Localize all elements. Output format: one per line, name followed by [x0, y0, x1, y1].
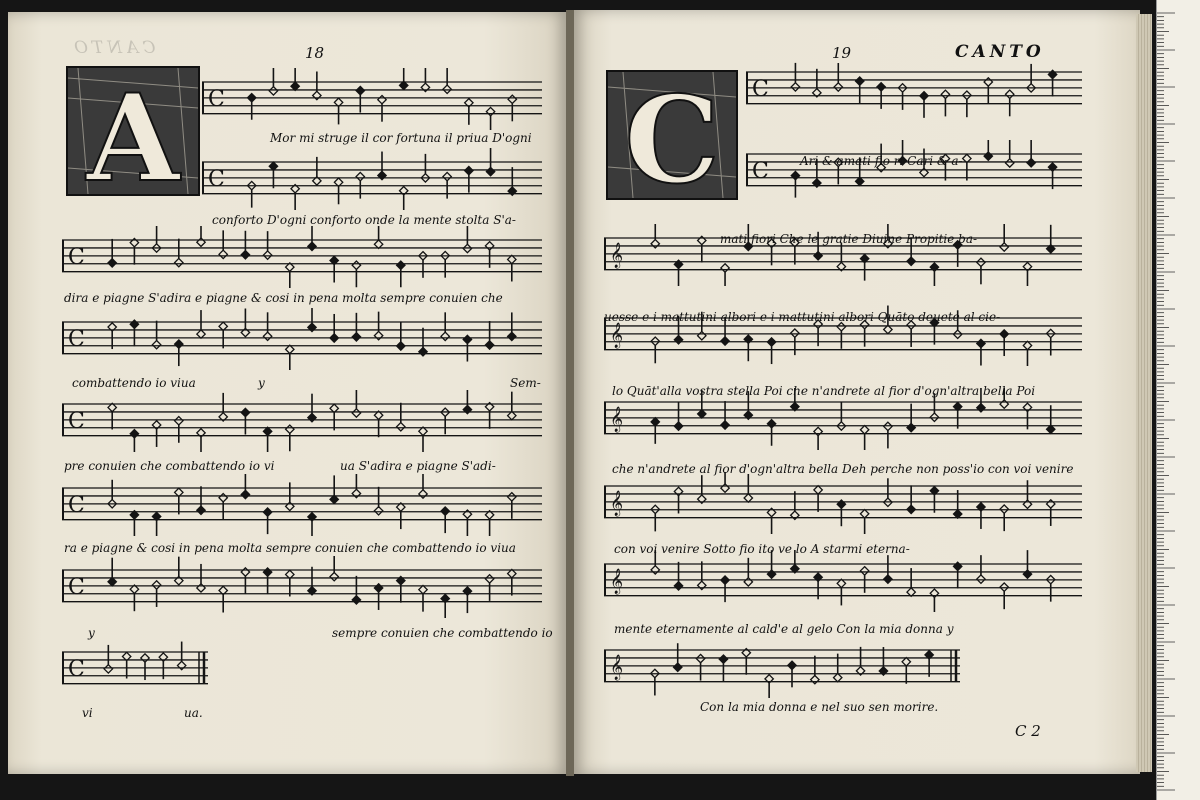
music-staff — [604, 472, 1082, 536]
note-head — [788, 661, 796, 669]
note-head — [152, 581, 160, 589]
note-head — [356, 86, 364, 94]
clef-icon: C — [68, 245, 85, 270]
note-head — [397, 342, 405, 350]
note-head — [330, 572, 338, 580]
decorated-initial-c — [606, 70, 738, 200]
note-head — [508, 255, 516, 263]
clef-icon: 𝄞 — [610, 655, 624, 680]
note-head — [108, 578, 116, 586]
clef-icon: C — [68, 327, 85, 352]
note-head — [674, 422, 682, 430]
note-head — [1006, 159, 1014, 167]
note-head — [508, 95, 516, 103]
note-head — [175, 340, 183, 348]
music-staff — [62, 308, 542, 372]
signature-mark: C 2 — [1015, 722, 1041, 740]
note-head — [721, 264, 729, 272]
clef-icon: C — [752, 159, 769, 184]
note-head — [744, 578, 752, 586]
note-head — [814, 427, 822, 435]
note-head — [175, 417, 183, 425]
note-head — [263, 332, 271, 340]
music-staff — [62, 474, 542, 538]
note-head — [941, 90, 949, 98]
note-head — [263, 508, 271, 516]
note-head — [286, 425, 294, 433]
note-head — [441, 507, 449, 515]
note-head — [920, 92, 928, 100]
note-head — [984, 78, 992, 86]
note-head — [374, 507, 382, 515]
lyric-line-right-5: che n'andrete al fior d'ogn'altra bella Deh perche non poss'io con voi venire — [612, 462, 1074, 476]
note-head — [977, 575, 985, 583]
note-head — [651, 418, 659, 426]
clef-icon: C — [68, 409, 85, 434]
note-head — [744, 494, 752, 502]
note-head — [907, 423, 915, 431]
note-head — [108, 259, 116, 267]
note-head — [352, 261, 360, 269]
note-head — [984, 152, 992, 160]
lyric-line-right-4: lo Quāt'alla vostra stella Poi che n'andrete al fior d'ogn'altra bella Poi — [612, 384, 1036, 398]
note-head — [374, 584, 382, 592]
music-staff — [202, 68, 542, 132]
note-head — [1023, 570, 1031, 578]
note-head — [463, 335, 471, 343]
note-head — [767, 570, 775, 578]
note-head — [674, 582, 682, 590]
note-head — [1000, 243, 1008, 251]
clef-icon: 𝄞 — [610, 407, 624, 432]
lyric-line-left-12: vi — [82, 706, 93, 720]
note-head — [130, 430, 138, 438]
note-head — [248, 94, 256, 102]
left-page-number: 18 — [305, 44, 325, 62]
note-head — [175, 258, 183, 266]
note-head — [374, 331, 382, 339]
note-head — [485, 341, 493, 349]
note-head — [834, 673, 842, 681]
lyric-line-left-8: ua S'adira e piagne S'adi- — [340, 459, 496, 473]
note-head — [219, 322, 227, 330]
music-staff — [62, 390, 542, 454]
note-head — [352, 333, 360, 341]
note-head — [721, 576, 729, 584]
lyric-line-left-5: y — [258, 376, 265, 390]
note-head — [465, 166, 473, 174]
clef-icon: 𝄞 — [610, 491, 624, 516]
note-head — [953, 510, 961, 518]
note-head — [719, 655, 727, 663]
music-staff — [746, 58, 1082, 122]
note-head — [767, 338, 775, 346]
lyric-line-right-7: mente eternamente al cald'e al gelo Con la mia donna y — [614, 622, 954, 636]
note-head — [791, 329, 799, 337]
note-head — [152, 340, 160, 348]
note-head — [907, 588, 915, 596]
note-head — [263, 427, 271, 435]
note-head — [884, 575, 892, 583]
note-head — [811, 675, 819, 683]
note-head — [374, 240, 382, 248]
lyric-line-right-2: mati fiori Che le gratie Diuine Propitie ba- — [720, 232, 978, 246]
note-head — [767, 420, 775, 428]
clef-icon: C — [68, 575, 85, 600]
note-head — [441, 332, 449, 340]
clef-icon: C — [208, 167, 225, 192]
note-head — [977, 404, 985, 412]
note-head — [443, 172, 451, 180]
note-head — [721, 484, 729, 492]
music-staff — [746, 140, 1082, 204]
note-head — [130, 320, 138, 328]
note-head — [419, 348, 427, 356]
note-head — [907, 257, 915, 265]
note-head — [1006, 90, 1014, 98]
note-head — [860, 567, 868, 575]
clef-icon: C — [68, 493, 85, 518]
note-head — [291, 82, 299, 90]
note-head — [1000, 400, 1008, 408]
music-staff — [604, 636, 960, 700]
clef-icon: 𝄞 — [610, 323, 624, 348]
note-head — [508, 493, 516, 501]
lyric-line-right-3: uesse e i mattutini albori e i mattutini albori Quāto deuete al cie- — [604, 310, 1001, 324]
note-head — [397, 423, 405, 431]
note-head — [269, 87, 277, 95]
note-head — [486, 167, 494, 175]
note-head — [241, 568, 249, 576]
note-head — [219, 494, 227, 502]
note-head — [651, 240, 659, 248]
note-head — [104, 665, 112, 673]
note-head — [814, 486, 822, 494]
note-head — [269, 162, 277, 170]
note-head — [1000, 330, 1008, 338]
note-head — [791, 83, 799, 91]
note-head — [877, 83, 885, 91]
note-head — [397, 261, 405, 269]
note-head — [907, 505, 915, 513]
music-staff — [62, 556, 542, 620]
clef-icon: C — [752, 77, 769, 102]
note-head — [698, 410, 706, 418]
note-head — [674, 336, 682, 344]
note-head — [856, 177, 864, 185]
page-edges — [1136, 14, 1152, 772]
note-head — [177, 661, 185, 669]
note-head — [263, 251, 271, 259]
note-head — [1027, 159, 1035, 167]
lyric-line-right-8: Con la mia donna e nel suo sen morire. — [700, 700, 939, 714]
note-head — [352, 596, 360, 604]
music-staff — [62, 638, 208, 702]
lyric-line-left-2: conforto D'ogni conforto onde la mente stolta S'a- — [212, 213, 516, 227]
note-head — [674, 663, 682, 671]
note-head — [219, 250, 227, 258]
note-head — [241, 251, 249, 259]
music-staff — [202, 148, 542, 212]
lyric-line-left-10: y — [88, 626, 95, 640]
music-staff — [604, 550, 1082, 614]
note-head — [308, 242, 316, 250]
lyric-line-left-6: Sem- — [510, 376, 541, 390]
initial-letter-a: A — [86, 68, 180, 194]
lyric-line-left-11: sempre conuien che combattendo io — [332, 626, 553, 640]
clef-icon: 𝄞 — [610, 243, 624, 268]
music-staff — [62, 226, 542, 290]
note-head — [419, 490, 427, 498]
lyric-line-left-7: pre conuien che combattendo io vi — [64, 459, 275, 473]
lyric-line-left-13: ua. — [184, 706, 203, 720]
measurement-ruler — [1156, 0, 1200, 800]
show-through-text: CANTO — [70, 38, 156, 58]
lyric-line-left-4: combattendo io viua — [72, 376, 196, 390]
note-head — [378, 95, 386, 103]
lyric-line-right-1: Ari & amati fio ri Cari & a- — [800, 154, 963, 168]
note-head — [508, 411, 516, 419]
note-head — [263, 568, 271, 576]
note-head — [884, 325, 892, 333]
note-head — [485, 242, 493, 250]
initial-letter-c: C — [624, 72, 720, 198]
note-head — [856, 77, 864, 85]
note-head — [721, 421, 729, 429]
note-head — [197, 506, 205, 514]
clef-icon: C — [208, 87, 225, 112]
note-head — [352, 409, 360, 417]
note-head — [860, 426, 868, 434]
note-head — [486, 107, 494, 115]
lyric-line-left-3: dira e piagne S'adira e piagne & cosi in pena molta sempre conuien che — [64, 291, 503, 305]
clef-icon: 𝄞 — [610, 569, 624, 594]
lyric-line-left-1: Mor mi struge il cor fortuna il priua D'ogni — [270, 131, 532, 145]
note-head — [1047, 500, 1055, 508]
note-head — [834, 83, 842, 91]
note-head — [241, 490, 249, 498]
note-head — [356, 172, 364, 180]
clef-icon: C — [68, 657, 85, 682]
running-head: CANTO — [955, 42, 1045, 62]
note-head — [1023, 341, 1031, 349]
note-head — [330, 334, 338, 342]
note-head — [419, 585, 427, 593]
note-head — [860, 510, 868, 518]
note-head — [485, 575, 493, 583]
note-head — [791, 171, 799, 179]
decorated-initial-a — [66, 66, 200, 196]
note-head — [721, 337, 729, 345]
note-head — [141, 654, 149, 662]
lyric-line-right-6: con voi venire Sotto fio ito ve lo A starmi eterna- — [614, 542, 910, 556]
note-head — [197, 238, 205, 246]
note-head — [308, 413, 316, 421]
note-head — [698, 332, 706, 340]
note-head — [902, 658, 910, 666]
lyric-line-left-9: ra e piagne & cosi in pena molta sempre conuien che combattendo io viua — [64, 541, 516, 555]
note-head — [977, 339, 985, 347]
note-head — [197, 330, 205, 338]
right-page-number: 19 — [832, 44, 852, 62]
note-head — [241, 408, 249, 416]
note-head — [814, 252, 822, 260]
book-gutter — [566, 10, 574, 776]
note-head — [286, 345, 294, 353]
note-head — [651, 566, 659, 574]
note-head — [197, 584, 205, 592]
note-head — [508, 332, 516, 340]
